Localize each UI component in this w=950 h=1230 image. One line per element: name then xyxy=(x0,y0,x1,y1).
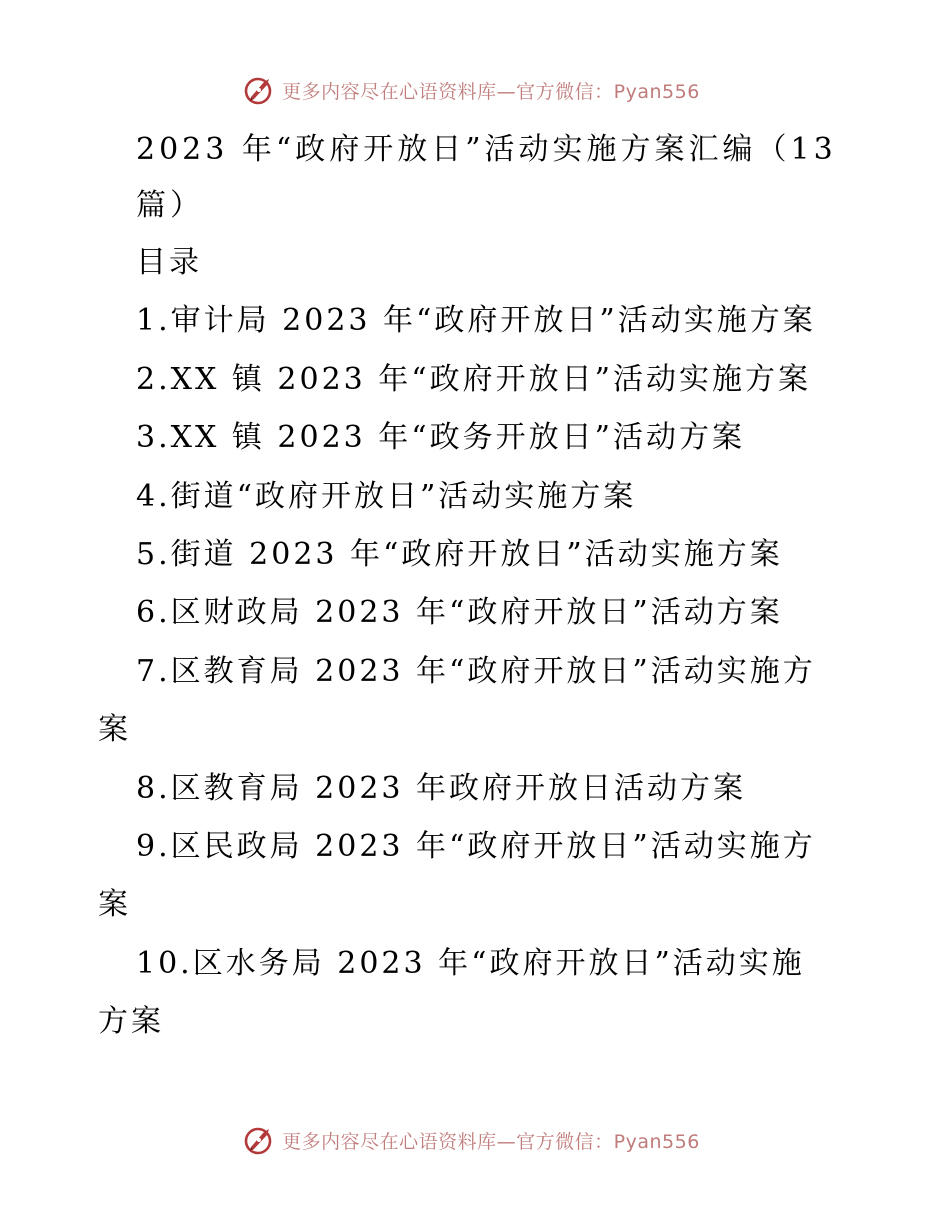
toc-item xyxy=(98,643,858,760)
toc-item-continuation: 方案 xyxy=(98,1004,164,1040)
toc-item xyxy=(98,818,858,935)
toc-item xyxy=(98,351,858,409)
footer-watermark xyxy=(0,1120,950,1160)
toc-item-text: 2.XX 镇 2023 年“政府开放日”活动实施方案 xyxy=(136,361,811,397)
toc-item-text: 6.区财政局 2023 年“政府开放日”活动方案 xyxy=(136,595,783,631)
pen-nib-circle-icon xyxy=(242,73,276,107)
watermark-text: 更多内容尽在心语资料库—官方微信：Pyan556 xyxy=(282,80,700,103)
toc-heading: 目录 xyxy=(136,245,202,280)
toc-item-text: 3.XX 镇 2023 年“政务开放日”活动方案 xyxy=(136,420,745,456)
watermark-group xyxy=(242,1123,700,1157)
toc-item-text: 8.区教育局 2023 年政府开放日活动方案 xyxy=(136,770,747,806)
toc-item xyxy=(98,526,858,584)
document-title: 2023 年“政府开放日”活动实施方案汇编（13 篇） xyxy=(136,132,837,223)
toc-item xyxy=(98,760,858,818)
toc-item-text: 10.区水务局 2023 年“政府开放日”活动实施 xyxy=(136,945,805,981)
toc-item xyxy=(98,935,858,1052)
watermark-group xyxy=(242,73,700,107)
toc-item-text: 9.区民政局 2023 年“政府开放日”活动实施方 xyxy=(136,829,816,865)
toc-item-text: 5.街道 2023 年“政府开放日”活动实施方案 xyxy=(136,537,783,573)
pen-nib-circle-icon xyxy=(242,1123,276,1157)
toc-item-text: 7.区教育局 2023 年“政府开放日”活动实施方 xyxy=(136,653,816,689)
toc-item-text: 1.审计局 2023 年“政府开放日”活动实施方案 xyxy=(136,303,816,339)
toc-item xyxy=(98,468,858,526)
document-body xyxy=(98,122,858,1052)
toc-item xyxy=(98,292,858,350)
header-watermark xyxy=(0,70,950,110)
toc-item xyxy=(98,409,858,467)
toc-item-continuation: 案 xyxy=(98,712,131,748)
toc-item xyxy=(98,584,858,642)
toc-item-text: 4.街道“政府开放日”活动实施方案 xyxy=(136,478,637,514)
toc-item-continuation: 案 xyxy=(98,887,131,923)
watermark-text: 更多内容尽在心语资料库—官方微信：Pyan556 xyxy=(282,1130,700,1153)
